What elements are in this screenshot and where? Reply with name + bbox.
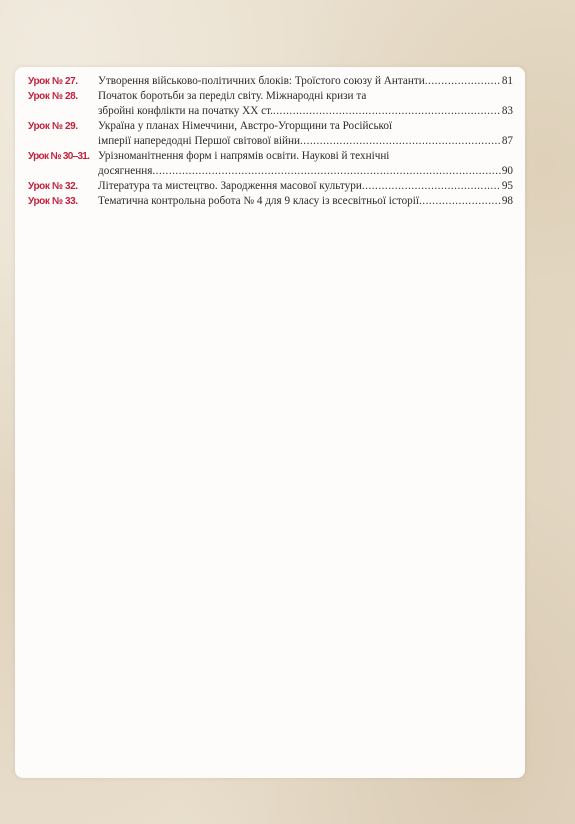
table-of-contents bbox=[28, 74, 513, 209]
entry-title: Література та мистецтво. Зародження масової культури bbox=[98, 180, 362, 192]
entry-title-line-1: Україна у планах Німеччини, Австро-Угорщини та Російської bbox=[98, 120, 393, 132]
dot-leader bbox=[425, 74, 501, 89]
dot-leader bbox=[273, 104, 501, 119]
entry-body bbox=[98, 119, 513, 149]
entry-body bbox=[98, 149, 513, 179]
entry-body bbox=[98, 74, 513, 89]
entry-body bbox=[98, 194, 513, 209]
page-number: 90 bbox=[501, 165, 513, 177]
dot-leader bbox=[152, 164, 500, 179]
dot-leader bbox=[419, 194, 501, 209]
lesson-number: Урок № 28. bbox=[28, 91, 78, 102]
lesson-number: Урок № 29. bbox=[28, 121, 78, 132]
entry-title: Утворення військово-політичних блоків: Троїстого союзу й Антанти bbox=[98, 75, 425, 87]
entry-title-line-2: збройні конфлікти на початку XX ст. bbox=[98, 105, 273, 117]
entry-line bbox=[98, 179, 513, 194]
toc-entry-lesson-28[interactable] bbox=[28, 89, 513, 119]
entry-body bbox=[98, 179, 513, 194]
lesson-number: Урок № 27. bbox=[28, 76, 78, 87]
entry-title: Тематична контрольна робота № 4 для 9 класу із всесвітньої історії bbox=[98, 195, 419, 207]
entry-body bbox=[98, 89, 513, 119]
dot-leader bbox=[362, 179, 501, 194]
entry-line bbox=[98, 164, 513, 179]
entry-title-line-1: Початок боротьби за переділ світу. Міжнародні кризи та bbox=[98, 90, 367, 102]
lesson-number: Урок № 32. bbox=[28, 181, 78, 192]
page-number: 98 bbox=[501, 195, 513, 207]
toc-entry-lesson-27[interactable] bbox=[28, 74, 513, 89]
toc-entry-lesson-29[interactable] bbox=[28, 119, 513, 149]
entry-line bbox=[98, 74, 513, 89]
page-number: 95 bbox=[501, 180, 513, 192]
entry-title-line-2: досягнення bbox=[98, 165, 153, 177]
entry-title-line-2: імперії напередодні Першої світової війни bbox=[98, 135, 300, 147]
toc-entry-lesson-32[interactable] bbox=[28, 179, 513, 194]
page-number: 81 bbox=[501, 75, 513, 87]
lesson-number: Урок № 30–31. bbox=[28, 151, 90, 162]
entry-title-line-1: Урізноманітнення форм і напрямів освіти. Наукові й технічні bbox=[98, 150, 390, 162]
entry-line bbox=[98, 134, 513, 149]
lesson-number: Урок № 33. bbox=[28, 196, 78, 207]
dot-leader bbox=[300, 134, 501, 149]
page-number: 87 bbox=[501, 135, 513, 147]
toc-entry-lesson-33[interactable] bbox=[28, 194, 513, 209]
entry-line bbox=[98, 104, 513, 119]
page-number: 83 bbox=[501, 105, 513, 117]
entry-line bbox=[98, 194, 513, 209]
toc-entry-lesson-30-31[interactable] bbox=[28, 149, 513, 179]
